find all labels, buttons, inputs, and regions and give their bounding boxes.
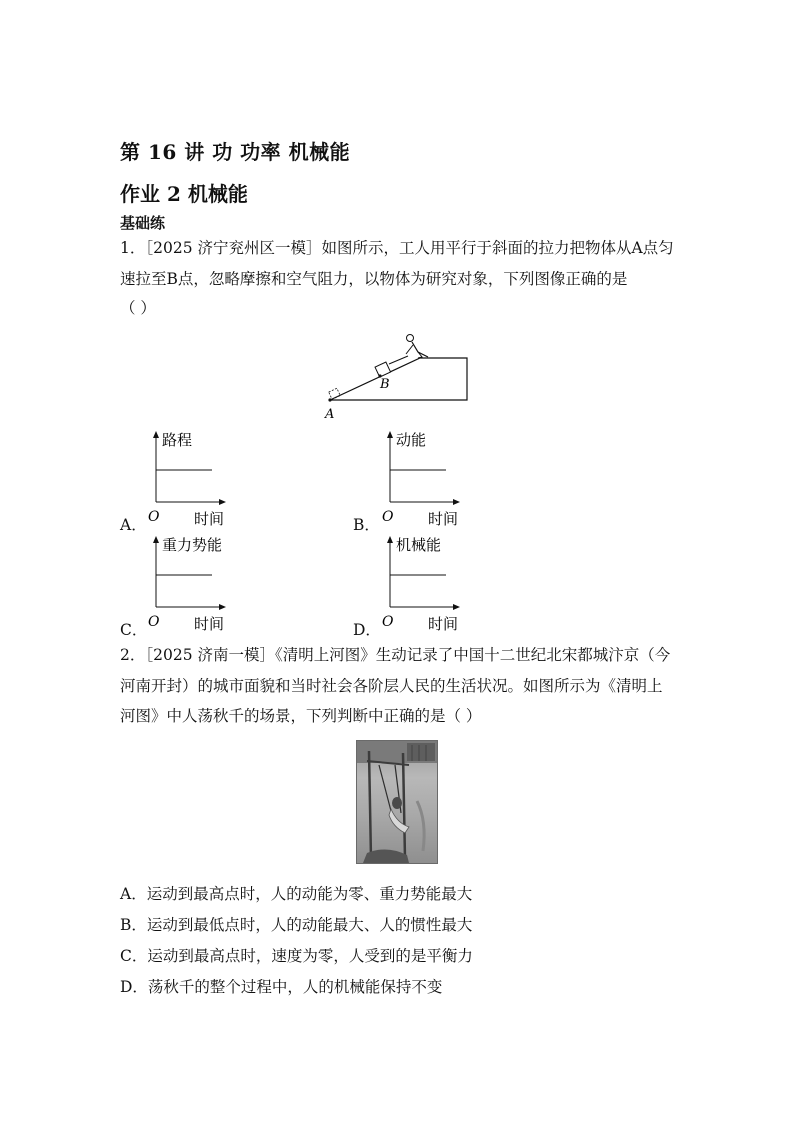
graph-a — [140, 428, 240, 530]
q2-stem-line1: 2．［2025 济南一模］《清明上河图》生动记录了中国十二世纪北宋都城汴京（今 — [120, 646, 671, 664]
q2-option-d: D．荡秋千的整个过程中，人的机械能保持不变 — [120, 978, 443, 996]
graph-d-origin: O — [382, 614, 394, 630]
q2-stem-line3: 河图》中人荡秋千的场景，下列判断中正确的是（ ） — [120, 707, 482, 725]
graph-a-origin: O — [148, 509, 160, 525]
q2-option-c: C．运动到最高点时，速度为零，人受到的是平衡力 — [120, 947, 473, 965]
worker-arm — [406, 345, 413, 354]
graph-d-xlabel: 时间 — [428, 615, 459, 633]
graph-b-ylabel: 动能 — [396, 431, 427, 449]
q1-answer-blank: （ ） — [120, 299, 156, 317]
option-a-label: A． — [120, 516, 147, 534]
worker-head — [407, 335, 414, 342]
assignment-title: 作业 2 机械能 — [120, 182, 248, 206]
section-label: 基础练 — [120, 214, 166, 232]
graph-a-xlabel: 时间 — [194, 510, 225, 528]
label-a: A — [325, 407, 335, 422]
graph-d-ylabel: 机械能 — [396, 536, 442, 554]
graph-c — [140, 533, 240, 635]
q2-option-b: B．运动到最低点时，人的动能最大、人的惯性最大 — [120, 916, 473, 934]
q1-stem-line2: 速拉至B点，忽略摩擦和空气阻力，以物体为研究对象，下列图像正确的是 — [120, 270, 628, 288]
graph-a-ylabel: 路程 — [162, 431, 193, 449]
option-d-label: D． — [353, 621, 381, 639]
option-c-label: C． — [120, 621, 148, 639]
incline-figure — [320, 330, 480, 425]
graph-b — [374, 428, 474, 530]
incline-outline — [330, 358, 467, 400]
swing-painting-image — [356, 740, 438, 864]
graph-c-origin: O — [148, 614, 160, 630]
q2-stem-line2: 河南开封）的城市面貌和当时社会各阶层人民的生活状况。如图所示为《清明上 — [120, 677, 663, 695]
graph-b-origin: O — [382, 509, 394, 525]
option-b-label: B． — [353, 516, 380, 534]
rope — [389, 356, 408, 364]
graph-c-ylabel: 重力势能 — [162, 536, 223, 554]
graph-b-xlabel: 时间 — [428, 510, 459, 528]
q1-stem-line1: 1．［2025 济宁兖州区一模］如图所示，工人用平行于斜面的拉力把物体从A点匀 — [120, 239, 674, 257]
graph-d — [374, 533, 474, 635]
box-at-b — [375, 362, 391, 377]
graph-c-xlabel: 时间 — [194, 615, 225, 633]
lecture-title: 第 16 讲 功 功率 机械能 — [120, 140, 351, 164]
q2-option-a: A．运动到最高点时，人的动能为零、重力势能最大 — [120, 885, 473, 903]
label-b: B — [380, 377, 390, 392]
